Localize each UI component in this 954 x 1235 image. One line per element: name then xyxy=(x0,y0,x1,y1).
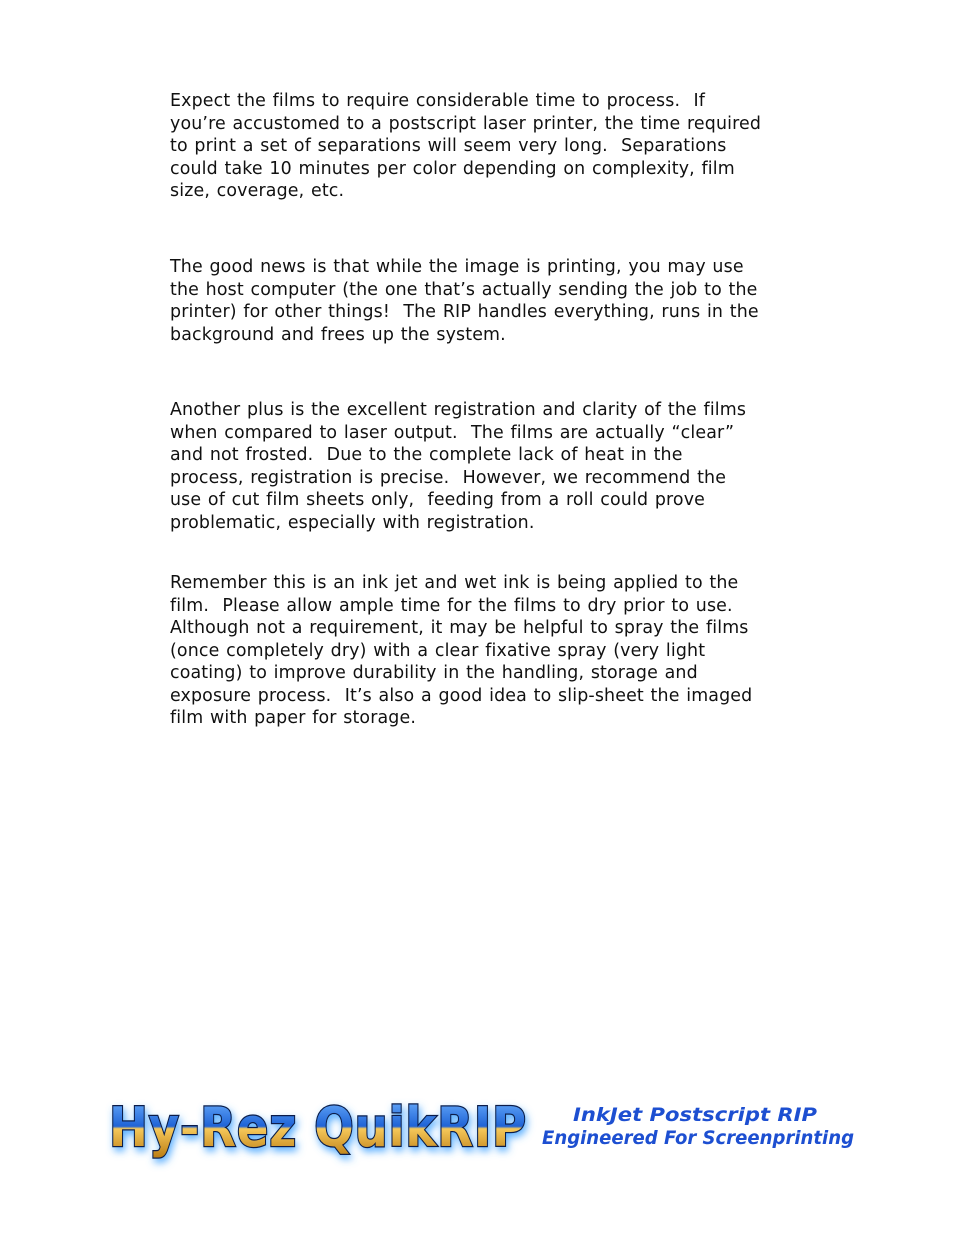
text-line: when compared to laser output. The films are actually “clear” xyxy=(170,422,735,443)
text-line: the host computer (the one that’s actually sending the job to the xyxy=(170,279,758,300)
hy-rez-quikrip-logo xyxy=(105,1088,865,1173)
text-line: and not frosted. Due to the complete lack of heat in the xyxy=(170,445,683,465)
text-line: to print a set of separations will seem very long. Separations xyxy=(170,136,727,156)
text-line: you’re accustomed to a postscript laser printer, the time required xyxy=(170,113,762,134)
text-line: coating) to improve durability in the handling, storage and xyxy=(170,663,698,683)
text-line: use of cut film sheets only, feeding from a roll could prove xyxy=(170,490,706,510)
text-line: Remember this is an ink jet and wet ink is being applied to the xyxy=(170,573,739,593)
text-line: size, coverage, etc. xyxy=(170,181,345,201)
paragraph-host-computer xyxy=(170,256,810,346)
paragraph-wet-ink-drying xyxy=(170,572,810,730)
text-line: Although not a requirement, it may be helpful to spray the films xyxy=(170,618,749,638)
text-line: Expect the films to require considerable time to process. If xyxy=(170,91,706,111)
text-line: Another plus is the excellent registration and clarity of the films xyxy=(170,400,747,420)
paragraph-registration-clarity xyxy=(170,399,810,534)
logo-wordmark: Hy-Rez QuikRIP xyxy=(109,1096,527,1159)
text-line: exposure process. It’s also a good idea to slip-sheet the imaged xyxy=(170,685,753,706)
logo-tagline-line-2: Engineered For Screenprinting xyxy=(542,1127,854,1149)
text-line: process, registration is precise. However, we recommend the xyxy=(170,467,727,488)
text-line: background and frees up the system. xyxy=(170,324,506,345)
logo-tagline-line-1: InkJet Postscript RIP xyxy=(573,1104,818,1126)
text-line: (once completely dry) with a clear fixative spray (very light xyxy=(170,640,706,661)
text-line: The good news is that while the image is printing, you may use xyxy=(170,257,744,277)
text-line: film with paper for storage. xyxy=(170,708,417,728)
text-line: film. Please allow ample time for the films to dry prior to use. xyxy=(170,595,733,616)
paragraph-film-processing-time xyxy=(170,90,810,203)
text-line: problematic, especially with registration. xyxy=(170,512,535,533)
logo-tagline xyxy=(542,1104,854,1149)
text-line: printer) for other things! The RIP handles everything, runs in the xyxy=(170,302,759,322)
text-line: could take 10 minutes per color depending on complexity, film xyxy=(170,158,735,179)
